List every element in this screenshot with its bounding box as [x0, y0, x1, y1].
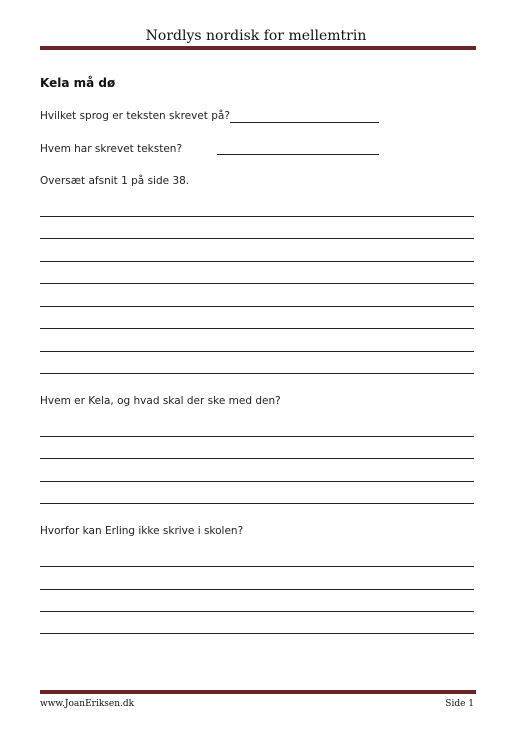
writing-line[interactable] [40, 261, 474, 262]
header-rule [40, 46, 476, 50]
writing-line[interactable] [40, 283, 474, 284]
footer-website: www.JoanEriksen.dk [40, 699, 135, 709]
writing-line[interactable] [40, 458, 474, 459]
document-title: Kela må dø [40, 76, 116, 90]
footer-rule [40, 690, 476, 694]
question-kela: Hvem er Kela, og hvad skal der ske med den? [40, 395, 281, 407]
writing-line[interactable] [40, 481, 474, 482]
writing-line[interactable] [40, 216, 474, 217]
question-language: Hvilket sprog er teksten skrevet på? [40, 110, 230, 122]
answer-blank-language[interactable] [230, 122, 379, 123]
writing-line[interactable] [40, 503, 474, 504]
footer-page-number: Side 1 [445, 699, 474, 709]
question-erling: Hvorfor kan Erling ikke skrive i skolen? [40, 525, 244, 537]
answer-blank-author[interactable] [217, 154, 379, 155]
writing-line[interactable] [40, 566, 474, 567]
writing-line[interactable] [40, 611, 474, 612]
header-title: Nordlys nordisk for mellemtrin [145, 28, 367, 44]
writing-line[interactable] [40, 351, 474, 352]
writing-line[interactable] [40, 373, 474, 374]
question-translate: Oversæt afsnit 1 på side 38. [40, 175, 190, 187]
writing-line[interactable] [40, 436, 474, 437]
writing-line[interactable] [40, 633, 474, 634]
writing-line[interactable] [40, 328, 474, 329]
question-author: Hvem har skrevet teksten? [40, 143, 183, 155]
writing-line[interactable] [40, 589, 474, 590]
writing-line[interactable] [40, 238, 474, 239]
writing-line[interactable] [40, 306, 474, 307]
